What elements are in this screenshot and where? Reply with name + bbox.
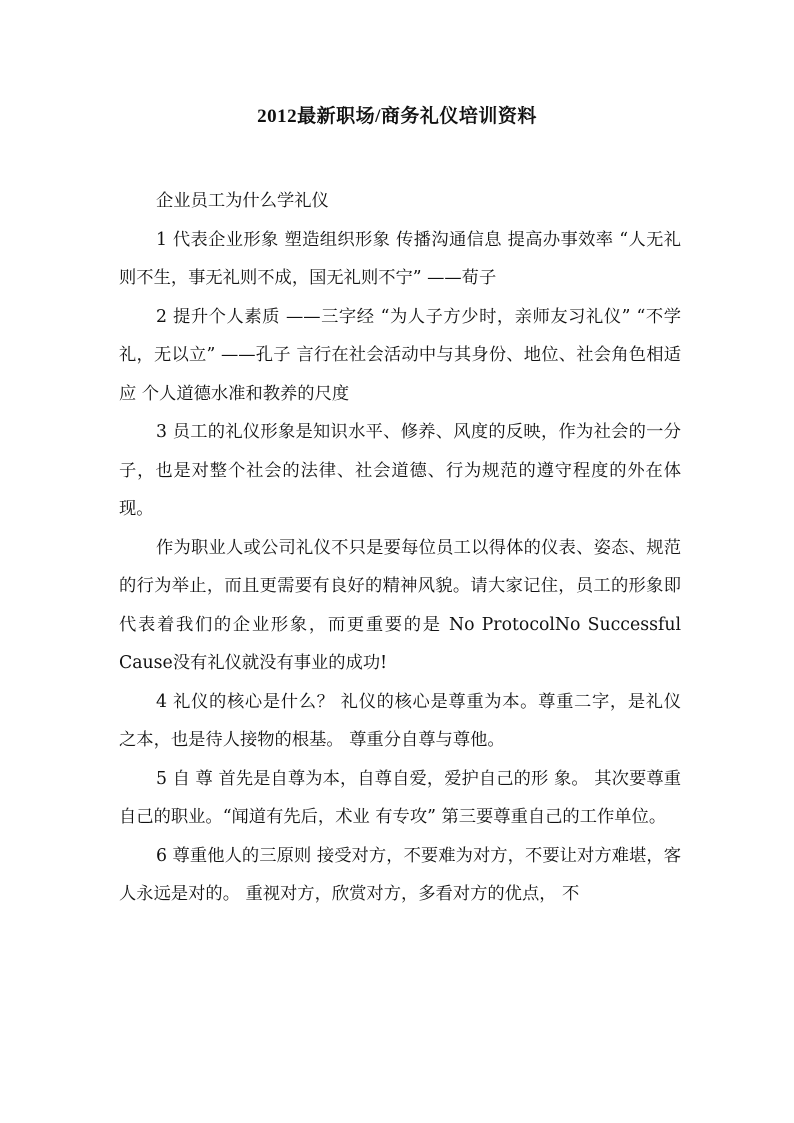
paragraph-5: 5 自 尊 首先是自尊为本，自尊自爱，爱护自己的形 象。 其次要尊重自己的职业。“闻道有先后，术业 有专攻” 第三要尊重自己的工作单位。 [119, 768, 681, 827]
paragraph-heading: 企业员工为什么学礼仪 [156, 191, 329, 211]
document-title: 2012最新职场/商务礼仪培训资料 [257, 106, 537, 127]
paragraph-1: 1 代表企业形象 塑造组织形象 传播沟通信息 提高办事效率 “人无礼则不生，事无礼则不成，国无礼则不宁” ——荀子 [119, 229, 681, 288]
paragraph-4: 4 礼仪的核心是什么？ 礼仪的核心是尊重为本。尊重二字，是礼仪 之本，也是待人接物的根基。 尊重分自尊与尊他。 [119, 691, 681, 750]
paragraph-3: 3 员工的礼仪形象是知识水平、修养、风度的反映，作为社会的一分子，也是对整个社会的法律、社会道德、行为规范的遵守程度的外在体现。 [119, 422, 681, 519]
paragraph-6: 6 尊重他人的三原则 接受对方，不要难为对方，不要让对方难堪，客人永远是对的。 重视对方，欣赏对方，多看对方的优点， 不 [119, 845, 681, 904]
paragraph-protocol: 作为职业人或公司礼仪不只是要每位员工以得体的仪表、姿态、规范的行为举止，而且更需要有良好的精神风貌。请大家记住，员工的形象即代表着我们的企业形象，而更重要的是 No ProtocolNo Successful Cause没有礼仪就没有事业的成功! [119, 537, 681, 673]
document-body [119, 182, 681, 914]
paragraph-2: 2 提升个人素质 ——三字经 “为人子方少时，亲师友习礼仪” “不学礼，无以立” ——孔子 言行在社会活动中与其身份、地位、社会角色相适应 个人道德水准和教养的尺度 [119, 306, 681, 404]
